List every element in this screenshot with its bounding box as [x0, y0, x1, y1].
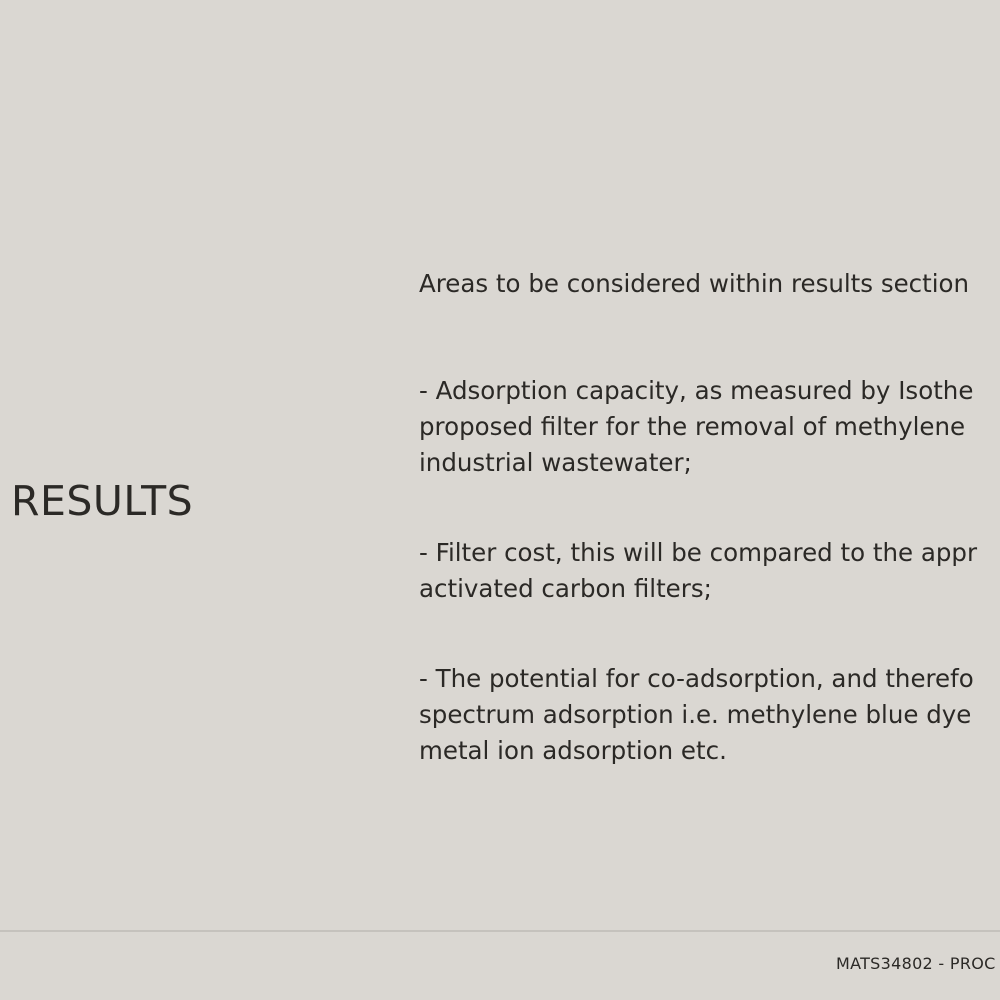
point-line: - Filter cost, this will be compared to the appr	[419, 538, 978, 567]
point-line: proposed filter for the removal of methylene	[419, 412, 966, 441]
point-line: spectrum adsorption i.e. methylene blue dye	[419, 700, 972, 729]
point-line: activated carbon filters;	[419, 574, 712, 603]
point-line: - Adsorption capacity, as measured by Isothe	[419, 376, 974, 405]
footer-course-code: MATS34802 - PROC	[836, 954, 996, 973]
point-line: industrial wastewater;	[419, 448, 692, 477]
point-co-adsorption	[419, 661, 1000, 769]
point-adsorption-capacity	[419, 373, 1000, 481]
section-title: RESULTS	[11, 477, 194, 525]
results-content	[419, 266, 1000, 769]
point-filter-cost	[419, 535, 1000, 607]
point-line: metal ion adsorption etc.	[419, 736, 727, 765]
intro-text: Areas to be considered within results section	[419, 269, 970, 298]
point-line: - The potential for co-adsorption, and therefo	[419, 664, 974, 693]
footer-divider	[0, 930, 1000, 932]
